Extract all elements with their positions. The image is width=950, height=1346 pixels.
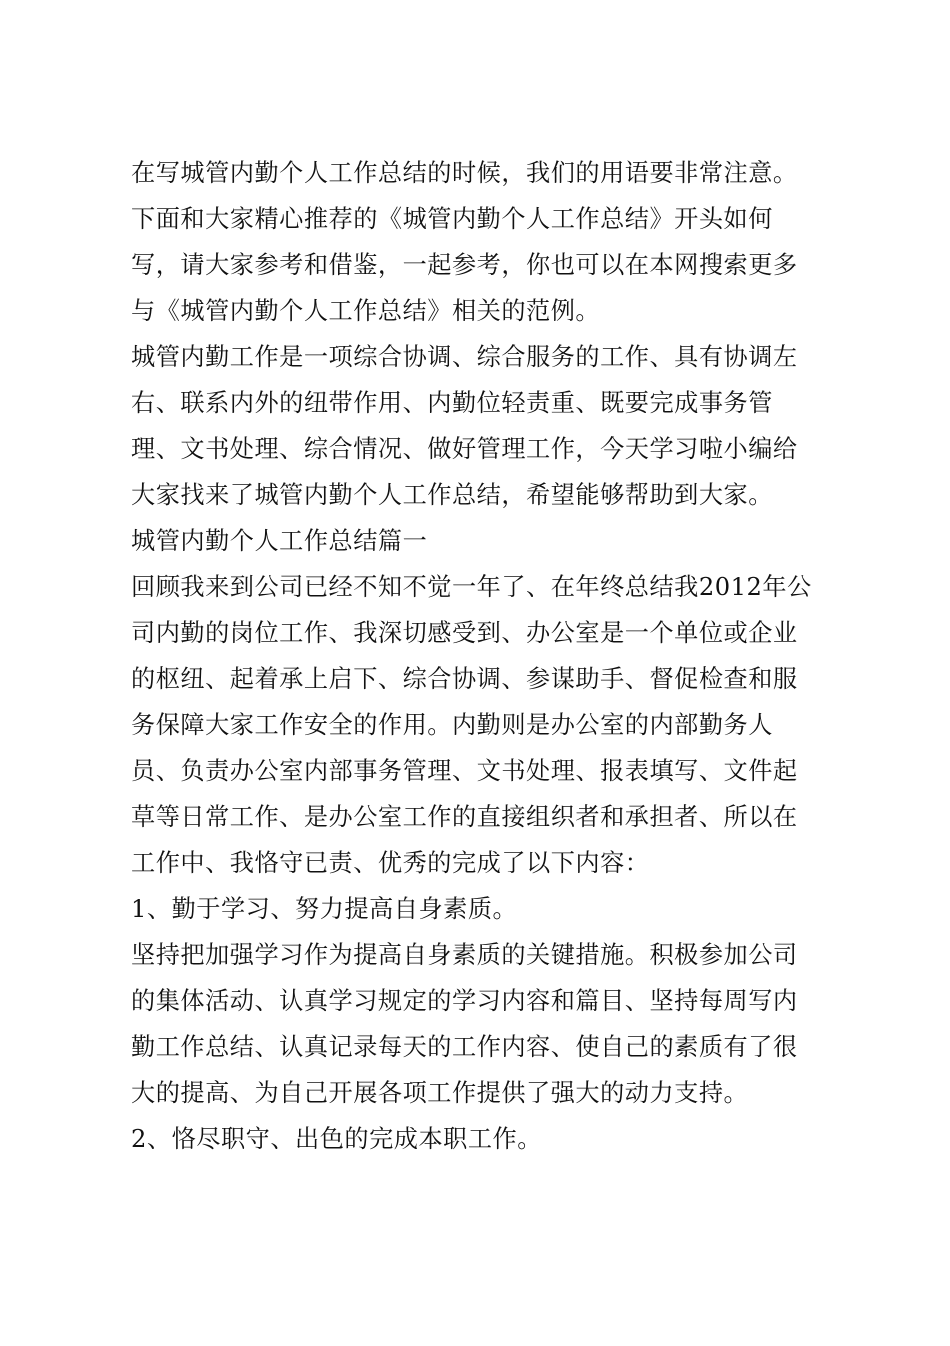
- text-line: 大家找来了城管内勤个人工作总结，希望能够帮助到大家。: [131, 481, 773, 509]
- text-line: 工作中、我恪守已责、优秀的完成了以下内容：: [131, 849, 650, 877]
- text-line: 在写城管内勤个人工作总结的时候，我们的用语要非常注意。: [131, 159, 798, 187]
- list-item-heading-1: [131, 886, 831, 932]
- study-paragraph: [131, 932, 831, 1116]
- text-line: 务保障大家工作安全的作用。内勤则是办公室的内部勤务人: [131, 711, 773, 739]
- document-body: [131, 150, 831, 1162]
- text-line: 司内勤的岗位工作、我深切感受到、办公室是一个单位或企业: [131, 619, 798, 647]
- list-item-heading-2: [131, 1116, 831, 1162]
- text-line: 勤工作总结、认真记录每天的工作内容、使自己的素质有了很: [131, 1033, 798, 1061]
- text-line: 与《城管内勤个人工作总结》相关的范例。: [131, 297, 601, 325]
- review-paragraph: [131, 564, 831, 886]
- intro-paragraph: [131, 150, 831, 334]
- heading-line: 1、勤于学习、努力提高自身素质。: [131, 895, 518, 923]
- text-line: 的枢纽、起着承上启下、综合协调、参谋助手、督促检查和服: [131, 665, 798, 693]
- text-line: 城管内勤工作是一项综合协调、综合服务的工作、具有协调左: [131, 343, 798, 371]
- text-line: 右、联系内外的纽带作用、内勤位轻责重、既要完成事务管: [131, 389, 773, 417]
- text-line: 的集体活动、认真学习规定的学习内容和篇目、坚持每周写内: [131, 987, 798, 1015]
- heading-line: 城管内勤个人工作总结篇一: [131, 527, 428, 555]
- text-line: 理、文书处理、综合情况、做好管理工作，今天学习啦小编给: [131, 435, 798, 463]
- text-line: 草等日常工作、是办公室工作的直接组织者和承担者、所以在: [131, 803, 798, 831]
- heading-line: 2、恪尽职守、出色的完成本职工作。: [131, 1125, 542, 1153]
- text-line: 回顾我来到公司已经不知不觉一年了、在年终总结我2012年公: [131, 573, 812, 601]
- text-line: 坚持把加强学习作为提高自身素质的关键措施。积极参加公司: [131, 941, 798, 969]
- summary-paragraph: [131, 334, 831, 518]
- text-line: 写，请大家参考和借鉴，一起参考，你也可以在本网搜索更多: [131, 251, 798, 279]
- text-line: 员、负责办公室内部事务管理、文书处理、报表填写、文件起: [131, 757, 798, 785]
- section-heading: [131, 518, 831, 564]
- text-line: 下面和大家精心推荐的《城管内勤个人工作总结》开头如何: [131, 205, 773, 233]
- text-line: 大的提高、为自己开展各项工作提供了强大的动力支持。: [131, 1079, 749, 1107]
